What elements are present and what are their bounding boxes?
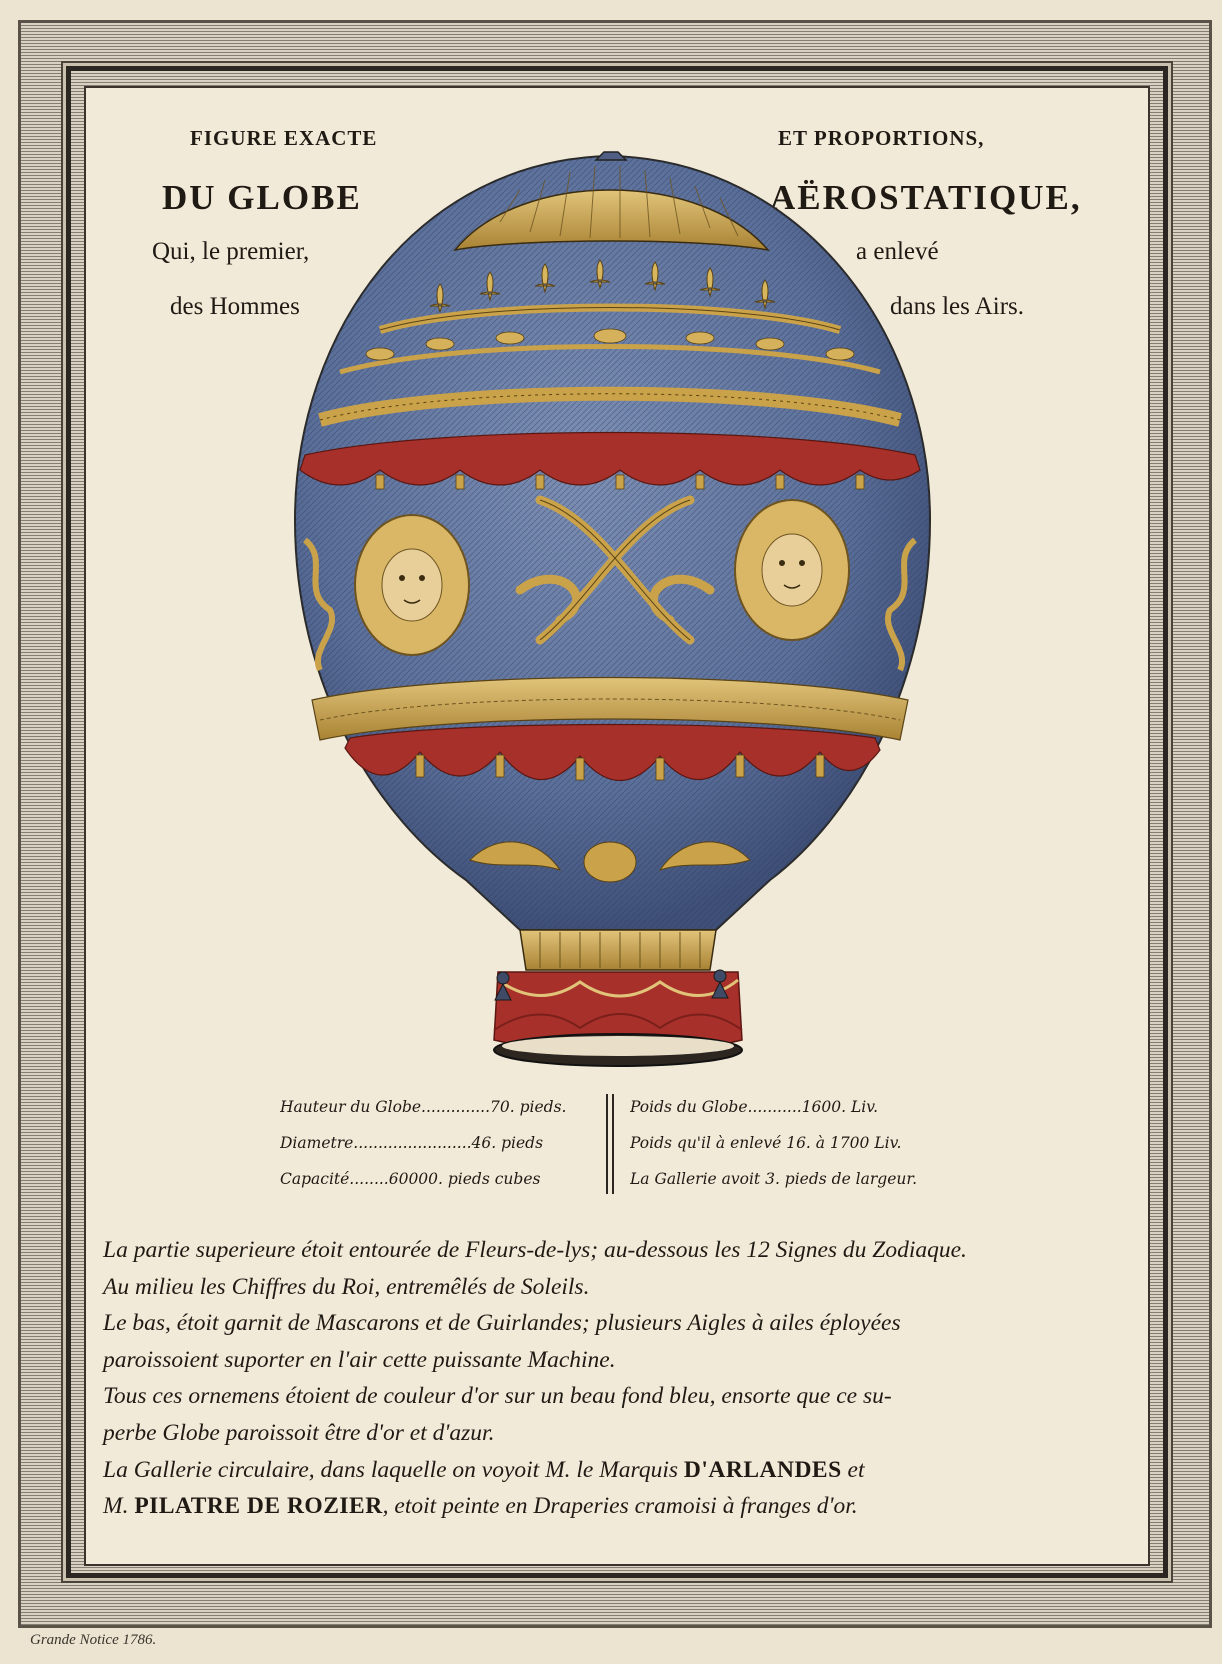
title-et-proportions: ET PROPORTIONS, [778,126,985,150]
description-line: perbe Globe paroissoit être d'or et d'azur. [103,1419,495,1446]
imprint-caption: Grande Notice 1786. [30,1632,157,1648]
spec-capacite: Capacité........60000. pieds cubes [280,1170,541,1188]
description-line: La partie superieure étoit entourée de Fleurs-de-lys; au-dessous les 12 Signes du Zodiaque. [103,1237,967,1263]
name-pilatre-de-rozier: PILATRE DE ROZIER [134,1493,383,1520]
title-a-enleve: a enlevé [856,238,939,265]
title-aerostatique: AËROSTATIQUE, [770,178,1082,217]
name-darlandes: D'ARLANDES [683,1456,842,1483]
title-des-hommes: des Hommes [170,293,300,320]
specs-left-column [280,1094,610,1202]
description-line: Le bas, étoit garnit de Mascarons et de Guirlandes; plusieurs Aigles à ailes éployées [103,1310,901,1337]
sun-medallion-right [735,500,849,640]
spec-hauteur: Hauteur du Globe..............70. pieds. [280,1098,567,1116]
description-text: et [841,1456,865,1483]
description-text: La Gallerie circulaire, dans laquelle on voyoit M. le Marquis [103,1456,684,1483]
specs-right-column [630,1094,960,1202]
spec-gallerie: La Gallerie avoit 3. pieds de largeur. [630,1170,917,1188]
specifications-table [280,1094,970,1202]
description-text: , etoit peinte en Draperies cramoisi à franges d'or. [382,1493,858,1520]
sun-medallion-left [355,515,469,655]
title-figure-exacte: FIGURE EXACTE [190,126,378,150]
balloon-neck [520,930,716,970]
balloon-top-finial [596,152,626,160]
description-text: M. [103,1493,135,1520]
description-line [103,1488,1133,1525]
description-line: paroissoient suporter en l'air cette puissante Machine. [103,1346,616,1373]
spec-poids-globe: Poids du Globe...........1600. Liv. [630,1098,879,1116]
description-line: Tous ces ornemens étoient de couleur d'or sur un beau fond bleu, ensorte que ce su- [103,1383,892,1410]
description-line: Au milieu les Chiffres du Roi, entremêlés de Soleils. [103,1273,590,1300]
title-qui-le-premier: Qui, le premier, [152,238,310,265]
spec-poids-enleve: Poids qu'il à enlevé 16. à 1700 Liv. [630,1134,902,1152]
description-paragraph [103,1232,1133,1525]
spec-diametre: Diametre........................46. pieds [280,1134,544,1152]
title-dans-les-airs: dans les Airs. [890,293,1025,320]
description-line [103,1452,1133,1489]
specs-double-rule [606,1094,614,1194]
title-du-globe: DU GLOBE [162,178,362,217]
